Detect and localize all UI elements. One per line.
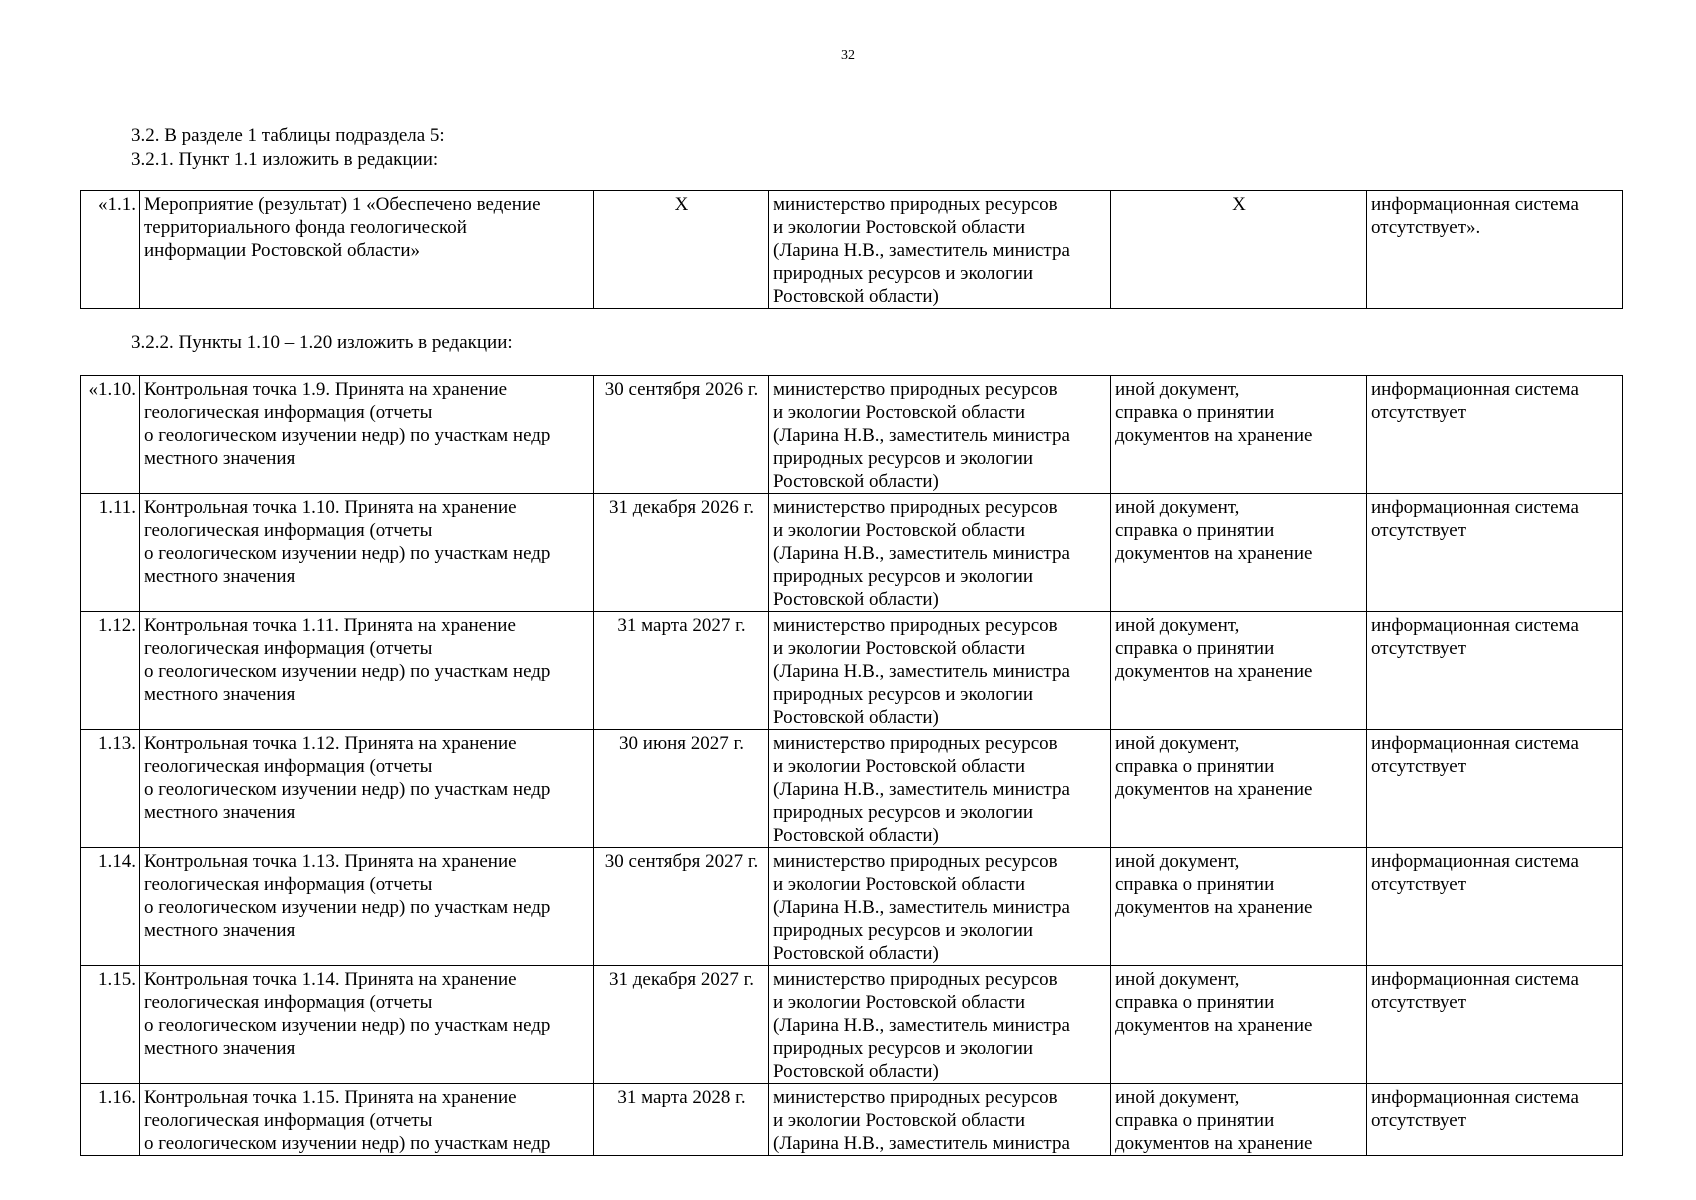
row-document: Х <box>1111 191 1367 309</box>
row-name: Контрольная точка 1.9. Принята на хранение геологическая информация (отчеты о геологическом изучении недр) по участкам недр местного значения <box>140 376 594 494</box>
row-name: Контрольная точка 1.11. Принята на хранение геологическая информация (отчеты о геологическом изучении недр) по участкам недр местного значения <box>140 612 594 730</box>
row-system: информационная система отсутствует <box>1367 494 1623 612</box>
row-date: 30 сентября 2027 г. <box>594 848 769 966</box>
table-row <box>81 376 1623 494</box>
row-number: 1.15. <box>81 966 140 1084</box>
row-date: 31 марта 2027 г. <box>594 612 769 730</box>
row-responsible: министерство природных ресурсов и экологии Ростовской области (Ларина Н.В., заместитель министра природных ресурсов и экологии Ростовской области) <box>769 848 1111 966</box>
table-row <box>81 494 1623 612</box>
row-responsible: министерство природных ресурсов и экологии Ростовской области (Ларина Н.В., заместитель министра природных ресурсов и экологии Ростовской области) <box>769 376 1111 494</box>
row-date: 31 марта 2028 г. <box>594 1084 769 1156</box>
row-responsible: министерство природных ресурсов и экологии Ростовской области (Ларина Н.В., заместитель министра природных ресурсов и экологии Ростовской области) <box>769 612 1111 730</box>
row-responsible: министерство природных ресурсов и экологии Ростовской области (Ларина Н.В., заместитель министра природных ресурсов и экологии Ростовской области) <box>769 191 1111 309</box>
row-document: иной документ, справка о принятии документов на хранение <box>1111 494 1367 612</box>
row-name: Контрольная точка 1.15. Принята на хранение геологическая информация (отчеты о геологическом изучении недр) по участкам недр <box>140 1084 594 1156</box>
row-date: 31 декабря 2026 г. <box>594 494 769 612</box>
table-row <box>81 848 1623 966</box>
row-system: информационная система отсутствует <box>1367 966 1623 1084</box>
instruction-3-2-2: 3.2.2. Пункты 1.10 – 1.20 изложить в редакции: <box>131 332 513 353</box>
row-number: 1.14. <box>81 848 140 966</box>
row-date: 30 июня 2027 г. <box>594 730 769 848</box>
row-number: 1.13. <box>81 730 140 848</box>
row-system: информационная система отсутствует <box>1367 848 1623 966</box>
row-document: иной документ, справка о принятии документов на хранение <box>1111 848 1367 966</box>
row-responsible: министерство природных ресурсов и экологии Ростовской области (Ларина Н.В., заместитель министра природных ресурсов и экологии Ростовской области) <box>769 494 1111 612</box>
table-row <box>81 1084 1623 1156</box>
row-responsible: министерство природных ресурсов и экологии Ростовской области (Ларина Н.В., заместитель министра природных ресурсов и экологии Ростовской области) <box>769 730 1111 848</box>
row-number: «1.10. <box>81 376 140 494</box>
row-name: Контрольная точка 1.12. Принята на хранение геологическая информация (отчеты о геологическом изучении недр) по участкам недр местного значения <box>140 730 594 848</box>
row-document: иной документ, справка о принятии документов на хранение <box>1111 730 1367 848</box>
row-date: Х <box>594 191 769 309</box>
instruction-3-2-1: 3.2.1. Пункт 1.1 изложить в редакции: <box>131 149 439 170</box>
row-responsible: министерство природных ресурсов и экологии Ростовской области (Ларина Н.В., заместитель министра природных ресурсов и экологии Ростовской области) <box>769 966 1111 1084</box>
row-document: иной документ, справка о принятии документов на хранение <box>1111 376 1367 494</box>
row-system: информационная система отсутствует <box>1367 730 1623 848</box>
row-system: информационная система отсутствует <box>1367 1084 1623 1156</box>
table-row <box>81 191 1623 309</box>
table-item-1-1 <box>80 190 1623 309</box>
row-name: Контрольная точка 1.14. Принята на хранение геологическая информация (отчеты о геологическом изучении недр) по участкам недр местного значения <box>140 966 594 1084</box>
row-name: Мероприятие (результат) 1 «Обеспечено ведение территориального фонда геологической информации Ростовской области» <box>140 191 594 309</box>
row-number: 1.11. <box>81 494 140 612</box>
section-heading-3-2: 3.2. В разделе 1 таблицы подраздела 5: <box>131 125 445 146</box>
table-row <box>81 730 1623 848</box>
row-document: иной документ, справка о принятии документов на хранение <box>1111 966 1367 1084</box>
row-number: 1.16. <box>81 1084 140 1156</box>
row-document: иной документ, справка о принятии документов на хранение <box>1111 1084 1367 1156</box>
row-system: информационная система отсутствует <box>1367 376 1623 494</box>
table-row <box>81 966 1623 1084</box>
row-responsible: министерство природных ресурсов и экологии Ростовской области (Ларина Н.В., заместитель министра <box>769 1084 1111 1156</box>
row-name: Контрольная точка 1.10. Принята на хранение геологическая информация (отчеты о геологическом изучении недр) по участкам недр местного значения <box>140 494 594 612</box>
row-system: информационная система отсутствует». <box>1367 191 1623 309</box>
table-items-1-10-1-20 <box>80 375 1623 1156</box>
row-system: информационная система отсутствует <box>1367 612 1623 730</box>
row-name: Контрольная точка 1.13. Принята на хранение геологическая информация (отчеты о геологическом изучении недр) по участкам недр местного значения <box>140 848 594 966</box>
page-number: 32 <box>841 48 855 63</box>
row-number: «1.1. <box>81 191 140 309</box>
row-date: 31 декабря 2027 г. <box>594 966 769 1084</box>
row-number: 1.12. <box>81 612 140 730</box>
row-document: иной документ, справка о принятии документов на хранение <box>1111 612 1367 730</box>
row-date: 30 сентября 2026 г. <box>594 376 769 494</box>
table-row <box>81 612 1623 730</box>
